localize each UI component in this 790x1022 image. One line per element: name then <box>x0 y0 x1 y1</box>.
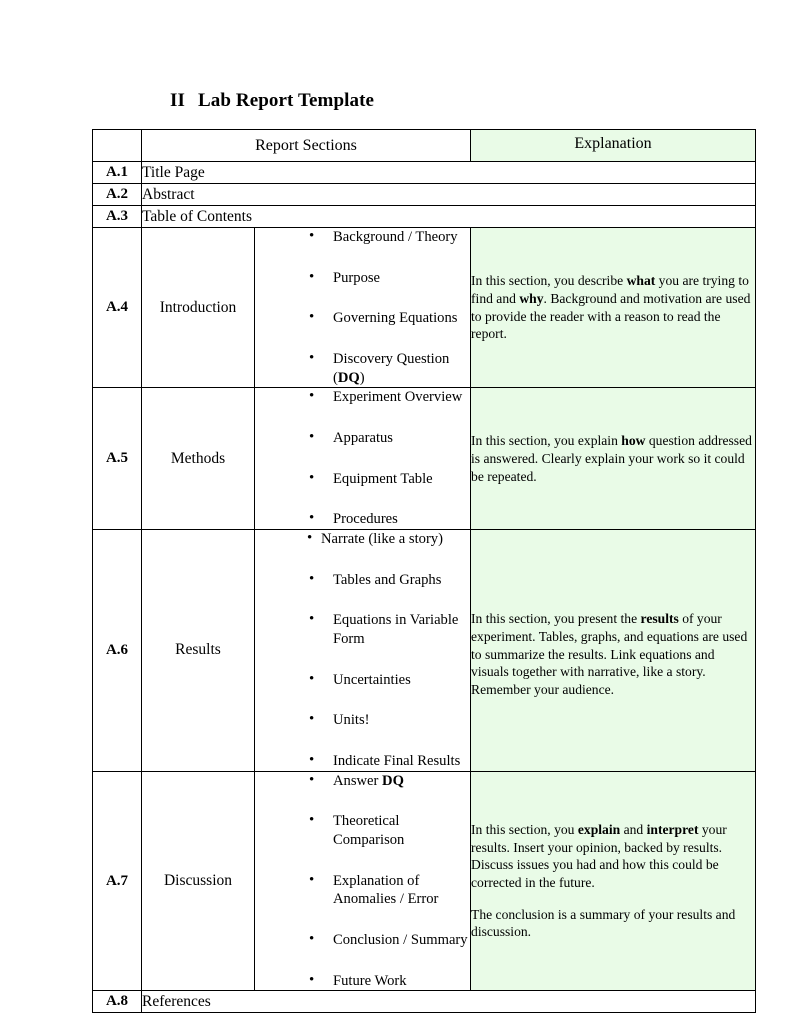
bullet-item: • Narrate (like a story) <box>255 530 470 549</box>
row-explanation-a6 <box>471 530 756 772</box>
bullet-list <box>255 228 470 387</box>
row-id-a3: A.3 <box>93 206 142 228</box>
bullet-item: • Governing Equations <box>255 309 470 328</box>
row-name-a6: Results <box>142 530 255 772</box>
bullet-item: • Equations in Variable Form <box>255 611 470 648</box>
table-header-row <box>93 130 756 162</box>
explanation-paragraph: In this section, you explain and interpret your results. Insert your opinion, backed by results. Discuss issues you had and how this could be corrected in the future. <box>471 822 727 891</box>
row-explanation-a5 <box>471 388 756 530</box>
row-name-a7: Discussion <box>142 771 255 991</box>
bullet-list <box>255 772 470 991</box>
row-explanation-a7 <box>471 771 756 991</box>
header-report-sections: Report Sections <box>142 130 471 162</box>
row-name-a3: Table of Contents <box>142 206 756 228</box>
bullet-item: • Answer DQ <box>255 772 470 791</box>
row-bullets-a7 <box>255 771 471 991</box>
table-row <box>93 530 756 772</box>
table-row <box>93 388 756 530</box>
explanation-paragraph: In this section, you describe what you are trying to find and why. Background and motivation are used to provide the reader with a reason to read the report. <box>471 273 751 342</box>
bullet-item: • Explanation of Anomalies / Error <box>255 872 470 909</box>
row-id-a4: A.4 <box>93 228 142 388</box>
table-row <box>93 184 756 206</box>
row-id-a8: A.8 <box>93 991 142 1013</box>
table-row <box>93 206 756 228</box>
row-name-a2: Abstract <box>142 184 756 206</box>
bullet-item: • Purpose <box>255 269 470 288</box>
bullet-item: • Equipment Table <box>255 470 470 489</box>
bullet-list <box>255 530 470 771</box>
bullet-item: • Discovery Question (DQ) <box>255 350 470 387</box>
explanation-paragraph: In this section, you present the results of your experiment. Tables, graphs, and equations are used to summarize the results. Link equations and visuals together with narrative, like a story. Remember your audience. <box>471 611 748 697</box>
row-id-a6: A.6 <box>93 530 142 772</box>
bullet-list <box>255 388 470 529</box>
page-title-numeral: II <box>170 90 185 111</box>
header-id-column <box>93 130 142 162</box>
row-name-a5: Methods <box>142 388 255 530</box>
bullet-item: • Uncertainties <box>255 671 470 690</box>
explanation-paragraph: In this section, you explain how question addressed is answered. Clearly explain your work so it could be repeated. <box>471 433 752 484</box>
bullet-item: • Indicate Final Results <box>255 752 470 771</box>
header-explanation: Explanation <box>471 130 756 162</box>
bullet-item: • Conclusion / Summary <box>255 931 470 950</box>
bullet-item: • Tables and Graphs <box>255 571 470 590</box>
explanation-paragraph: The conclusion is a summary of your results and discussion. <box>471 906 736 940</box>
lab-report-template-table <box>92 129 756 1013</box>
bullet-item: • Background / Theory <box>255 228 470 247</box>
row-name-a8: References <box>142 991 756 1013</box>
bullet-item: • Future Work <box>255 972 470 991</box>
row-id-a5: A.5 <box>93 388 142 530</box>
bullet-item: • Units! <box>255 711 470 730</box>
bullet-item: • Apparatus <box>255 429 470 448</box>
bullet-item: • Procedures <box>255 510 470 529</box>
page-title-text: Lab Report Template <box>198 90 375 111</box>
row-bullets-a5 <box>255 388 471 530</box>
row-id-a1: A.1 <box>93 162 142 184</box>
table-row <box>93 771 756 991</box>
table-row <box>93 228 756 388</box>
table-row <box>93 162 756 184</box>
table-row <box>93 991 756 1013</box>
bullet-item: • Theoretical Comparison <box>255 812 470 849</box>
row-bullets-a4 <box>255 228 471 388</box>
row-id-a7: A.7 <box>93 771 142 991</box>
row-name-a4: Introduction <box>142 228 255 388</box>
row-explanation-a4 <box>471 228 756 388</box>
row-name-a1: Title Page <box>142 162 756 184</box>
row-id-a2: A.2 <box>93 184 142 206</box>
bullet-item: • Experiment Overview <box>255 388 470 407</box>
row-bullets-a6 <box>255 530 471 772</box>
page-title <box>170 90 374 112</box>
